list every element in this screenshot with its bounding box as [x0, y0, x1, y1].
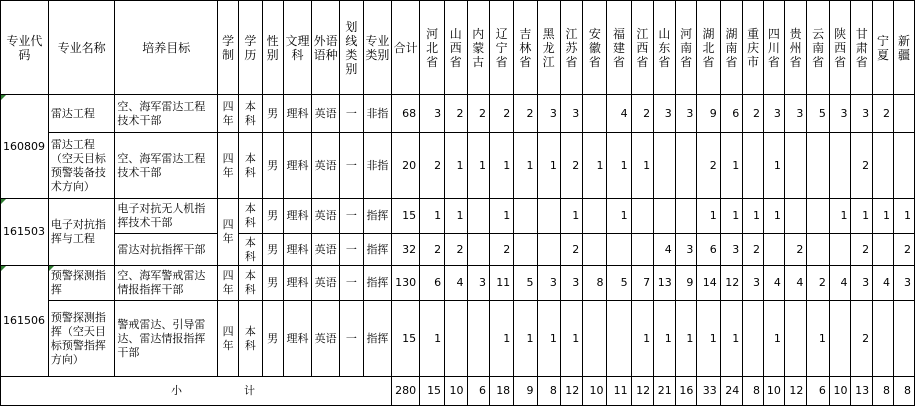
type-cell: 非指: [363, 95, 392, 133]
table-row: [1, 199, 915, 234]
header-province: 内蒙古: [467, 1, 489, 95]
subtotal-label-a: 小: [171, 384, 183, 397]
subtotal-province: 10: [583, 377, 607, 406]
province-cell: 2: [851, 301, 873, 377]
edu-cell: 本科: [239, 133, 263, 199]
edu-cell: 本科: [239, 234, 263, 266]
major-code-cell: 161506: [1, 266, 49, 377]
header-province: 云南省: [807, 1, 829, 95]
lang-cell: 英语: [312, 199, 340, 234]
province-cell: [743, 301, 764, 377]
province-cell: 3: [720, 234, 742, 266]
province-cell: 4: [829, 266, 851, 301]
type-cell: 指挥: [363, 266, 392, 301]
province-cell: [893, 301, 914, 377]
province-cell: [631, 199, 653, 234]
province-cell: [873, 301, 894, 377]
province-cell: 1: [764, 199, 785, 234]
province-cell: 12: [720, 266, 742, 301]
lang-cell: 英语: [312, 234, 340, 266]
province-cell: 1: [583, 133, 607, 199]
province-cell: [654, 133, 676, 199]
header-province: 山东省: [654, 1, 676, 95]
province-cell: 4: [607, 95, 631, 133]
total-cell: 15: [392, 199, 420, 234]
subtotal-province: 9: [514, 377, 537, 406]
province-cell: 5: [607, 266, 631, 301]
header-province: 辽宁省: [490, 1, 514, 95]
province-cell: [675, 133, 697, 199]
province-cell: 1: [720, 301, 742, 377]
province-cell: [607, 301, 631, 377]
province-cell: 3: [743, 266, 764, 301]
province-cell: 1: [607, 199, 631, 234]
subtotal-province: 8: [743, 377, 764, 406]
province-cell: 3: [537, 95, 560, 133]
major-name-cell: 预警探测指挥（空天目标预警指挥方向）: [48, 301, 115, 377]
goal-cell: 电子对抗无人机指挥技术干部: [115, 199, 218, 234]
header-province: 江苏省: [560, 1, 582, 95]
province-cell: 2: [514, 95, 537, 133]
province-cell: 5: [514, 266, 537, 301]
system-cell: 四年: [218, 133, 239, 199]
line-cell: 一: [340, 234, 364, 266]
total-cell: 130: [392, 266, 420, 301]
province-cell: [829, 234, 851, 266]
table-row: [1, 133, 915, 199]
subtotal-province: 8: [537, 377, 560, 406]
province-cell: [467, 234, 489, 266]
province-cell: [829, 133, 851, 199]
province-cell: [807, 133, 829, 199]
province-cell: 1: [490, 133, 514, 199]
subtotal-province: 18: [490, 377, 514, 406]
province-cell: 3: [851, 266, 873, 301]
header-major-type: 专业类别: [363, 1, 392, 95]
header-subject: 文理科: [283, 1, 312, 95]
province-cell: 2: [851, 133, 873, 199]
header-lang: 外语语种: [312, 1, 340, 95]
subtotal-row: [1, 377, 915, 406]
gender-cell: 男: [262, 266, 283, 301]
province-cell: 9: [675, 266, 697, 301]
edu-cell: 本科: [239, 95, 263, 133]
header-name: 专业名称: [48, 1, 115, 95]
province-cell: 3: [851, 95, 873, 133]
header-system: 学制: [218, 1, 239, 95]
subtotal-province: 6: [807, 377, 829, 406]
goal-cell: 空、海军雷达工程技术干部: [115, 95, 218, 133]
province-cell: 1: [873, 199, 894, 234]
province-cell: 1: [607, 133, 631, 199]
province-cell: [537, 199, 560, 234]
province-cell: 1: [420, 301, 445, 377]
header-province: 重庆市: [743, 1, 764, 95]
table-row: [1, 301, 915, 377]
line-cell: 一: [340, 133, 364, 199]
major-name-cell: 雷达工程（空天目标预警装备技术方向）: [48, 133, 115, 199]
subtotal-province: 10: [829, 377, 851, 406]
table-row: [1, 95, 915, 133]
province-cell: [583, 234, 607, 266]
province-cell: [467, 301, 489, 377]
type-cell: 指挥: [363, 301, 392, 377]
province-cell: [607, 234, 631, 266]
edu-cell: 本科: [239, 301, 263, 377]
system-cell: 四年: [218, 199, 239, 266]
province-cell: 1: [467, 133, 489, 199]
subject-cell: 理科: [283, 133, 312, 199]
province-cell: 4: [873, 266, 894, 301]
line-cell: 一: [340, 95, 364, 133]
subtotal-province: 33: [697, 377, 720, 406]
header-row: [1, 1, 915, 95]
subtotal-province: 13: [851, 377, 873, 406]
province-cell: 1: [764, 301, 785, 377]
header-total: 合计: [392, 1, 420, 95]
goal-cell: 空、海军雷达工程技术干部: [115, 133, 218, 199]
province-cell: 2: [851, 234, 873, 266]
province-cell: 2: [467, 95, 489, 133]
province-cell: 2: [631, 95, 653, 133]
table-row: [1, 266, 915, 301]
province-cell: 1: [420, 199, 445, 234]
header-province: 河北省: [420, 1, 445, 95]
gender-cell: 男: [262, 301, 283, 377]
province-cell: 2: [743, 95, 764, 133]
province-cell: 1: [720, 199, 742, 234]
subtotal-province: 15: [420, 377, 445, 406]
subject-cell: 理科: [283, 95, 312, 133]
province-cell: 1: [743, 199, 764, 234]
header-province: 甘肃省: [851, 1, 873, 95]
province-cell: 3: [784, 95, 806, 133]
total-cell: 32: [392, 234, 420, 266]
province-cell: 1: [490, 301, 514, 377]
total-cell: 15: [392, 301, 420, 377]
major-code-cell: 160809: [1, 95, 49, 199]
province-cell: 7: [631, 266, 653, 301]
subtotal-province: 8: [893, 377, 914, 406]
subtotal-province: 10: [445, 377, 467, 406]
subtotal-province: 8: [873, 377, 894, 406]
province-cell: [893, 133, 914, 199]
province-cell: [873, 133, 894, 199]
province-cell: [829, 301, 851, 377]
province-cell: [807, 199, 829, 234]
province-cell: [654, 199, 676, 234]
lang-cell: 英语: [312, 266, 340, 301]
province-cell: 2: [420, 133, 445, 199]
header-province: 宁夏: [873, 1, 894, 95]
header-province: 安徽省: [583, 1, 607, 95]
system-cell: 四年: [218, 95, 239, 133]
goal-cell: 雷达对抗指挥干部: [115, 234, 218, 266]
subtotal-province: 16: [675, 377, 697, 406]
province-cell: 2: [490, 234, 514, 266]
subject-cell: 理科: [283, 301, 312, 377]
province-cell: [445, 301, 467, 377]
type-cell: 非指: [363, 133, 392, 199]
header-province: 四川省: [764, 1, 785, 95]
province-cell: [764, 234, 785, 266]
header-province: 黑龙江: [537, 1, 560, 95]
province-cell: 2: [560, 234, 582, 266]
province-cell: 1: [720, 133, 742, 199]
subtotal-total: 280: [392, 377, 420, 406]
subtotal-province: 11: [607, 377, 631, 406]
province-cell: 1: [697, 199, 720, 234]
province-cell: [807, 234, 829, 266]
header-province: 陕西省: [829, 1, 851, 95]
subject-cell: 理科: [283, 199, 312, 234]
province-cell: 14: [697, 266, 720, 301]
line-cell: 一: [340, 199, 364, 234]
province-cell: 13: [654, 266, 676, 301]
province-cell: [583, 199, 607, 234]
header-province: 湖北省: [697, 1, 720, 95]
province-cell: [467, 199, 489, 234]
header-province: 山西省: [445, 1, 467, 95]
subtotal-province: 6: [467, 377, 489, 406]
province-cell: [784, 199, 806, 234]
province-cell: 6: [697, 234, 720, 266]
header-edu: 学历: [239, 1, 263, 95]
header-province: 河南省: [675, 1, 697, 95]
province-cell: 3: [764, 95, 785, 133]
province-cell: 1: [697, 301, 720, 377]
header-gender: 性别: [262, 1, 283, 95]
province-cell: 1: [514, 133, 537, 199]
province-cell: 2: [743, 234, 764, 266]
lang-cell: 英语: [312, 301, 340, 377]
subject-cell: 理科: [283, 266, 312, 301]
subtotal-province: 12: [560, 377, 582, 406]
lang-cell: 英语: [312, 95, 340, 133]
major-name-cell: 电子对抗指挥与工程: [48, 199, 115, 266]
province-cell: [514, 234, 537, 266]
province-cell: 3: [560, 95, 582, 133]
province-cell: 6: [720, 95, 742, 133]
province-cell: 1: [537, 301, 560, 377]
province-cell: 4: [784, 266, 806, 301]
system-cell: 四年: [218, 266, 239, 301]
province-cell: 5: [807, 95, 829, 133]
province-cell: 1: [829, 199, 851, 234]
province-cell: 3: [420, 95, 445, 133]
total-cell: 20: [392, 133, 420, 199]
total-cell: 68: [392, 95, 420, 133]
subtotal-label: [1, 377, 392, 406]
header-province: 新疆: [893, 1, 914, 95]
header-goal: 培养目标: [115, 1, 218, 95]
province-cell: [514, 199, 537, 234]
system-cell: 四年: [218, 301, 239, 377]
province-cell: 1: [490, 199, 514, 234]
province-cell: 4: [445, 266, 467, 301]
province-cell: 1: [654, 301, 676, 377]
province-cell: 2: [697, 133, 720, 199]
goal-cell: 警戒雷达、引导雷达、雷达情报指挥干部: [115, 301, 218, 377]
major-name-cell: 预警探测指挥: [48, 266, 115, 301]
province-cell: [743, 133, 764, 199]
lang-cell: 英语: [312, 133, 340, 199]
province-cell: 1: [807, 301, 829, 377]
major-code-cell: 161503: [1, 199, 49, 266]
province-cell: 3: [675, 234, 697, 266]
province-cell: 3: [893, 266, 914, 301]
gender-cell: 男: [262, 95, 283, 133]
province-cell: [675, 199, 697, 234]
province-cell: 11: [490, 266, 514, 301]
header-province: 吉林省: [514, 1, 537, 95]
line-cell: 一: [340, 266, 364, 301]
goal-cell: 空、海军警戒雷达情报指挥干部: [115, 266, 218, 301]
line-cell: 一: [340, 301, 364, 377]
province-cell: [784, 301, 806, 377]
province-cell: 2: [560, 133, 582, 199]
province-cell: 3: [560, 266, 582, 301]
province-cell: 1: [893, 199, 914, 234]
subtotal-province: 10: [764, 377, 785, 406]
gender-cell: 男: [262, 133, 283, 199]
edu-cell: 本科: [239, 199, 263, 234]
province-cell: 2: [420, 234, 445, 266]
province-cell: 9: [697, 95, 720, 133]
header-province: 湖南省: [720, 1, 742, 95]
province-cell: 1: [631, 301, 653, 377]
header-code: 专业代码: [1, 1, 49, 95]
header-province: 江西省: [631, 1, 653, 95]
province-cell: 1: [537, 133, 560, 199]
province-cell: 1: [445, 199, 467, 234]
province-cell: 1: [560, 199, 582, 234]
province-cell: [537, 234, 560, 266]
subtotal-province: 24: [720, 377, 742, 406]
type-cell: 指挥: [363, 199, 392, 234]
province-cell: 3: [654, 95, 676, 133]
edu-cell: 本科: [239, 266, 263, 301]
header-line: 划线类别: [340, 1, 364, 95]
province-cell: 6: [420, 266, 445, 301]
major-name-cell: 雷达工程: [48, 95, 115, 133]
province-cell: 2: [445, 95, 467, 133]
province-cell: 2: [784, 234, 806, 266]
province-cell: 4: [654, 234, 676, 266]
province-cell: [583, 301, 607, 377]
gender-cell: 男: [262, 234, 283, 266]
province-cell: 8: [583, 266, 607, 301]
subtotal-province: 12: [631, 377, 653, 406]
province-cell: 1: [851, 199, 873, 234]
province-cell: [893, 95, 914, 133]
province-cell: 1: [675, 301, 697, 377]
province-cell: 1: [560, 301, 582, 377]
subject-cell: 理科: [283, 234, 312, 266]
province-cell: 4: [764, 266, 785, 301]
province-cell: 1: [631, 133, 653, 199]
province-cell: 2: [445, 234, 467, 266]
subtotal-province: 12: [784, 377, 806, 406]
header-province: 贵州省: [784, 1, 806, 95]
table-row: [1, 234, 915, 266]
province-cell: 2: [807, 266, 829, 301]
header-province: 福建省: [607, 1, 631, 95]
province-cell: 1: [514, 301, 537, 377]
province-cell: 2: [873, 95, 894, 133]
gender-cell: 男: [262, 199, 283, 234]
province-cell: [784, 133, 806, 199]
province-cell: [873, 234, 894, 266]
subtotal-label-b: 计: [244, 384, 256, 397]
province-cell: 3: [537, 266, 560, 301]
province-cell: 3: [829, 95, 851, 133]
province-cell: [631, 234, 653, 266]
province-cell: 2: [893, 234, 914, 266]
type-cell: 指挥: [363, 234, 392, 266]
subtotal-province: 21: [654, 377, 676, 406]
province-cell: 1: [445, 133, 467, 199]
province-cell: 2: [490, 95, 514, 133]
province-cell: 3: [467, 266, 489, 301]
province-cell: [583, 95, 607, 133]
province-cell: 3: [675, 95, 697, 133]
province-cell: 1: [764, 133, 785, 199]
